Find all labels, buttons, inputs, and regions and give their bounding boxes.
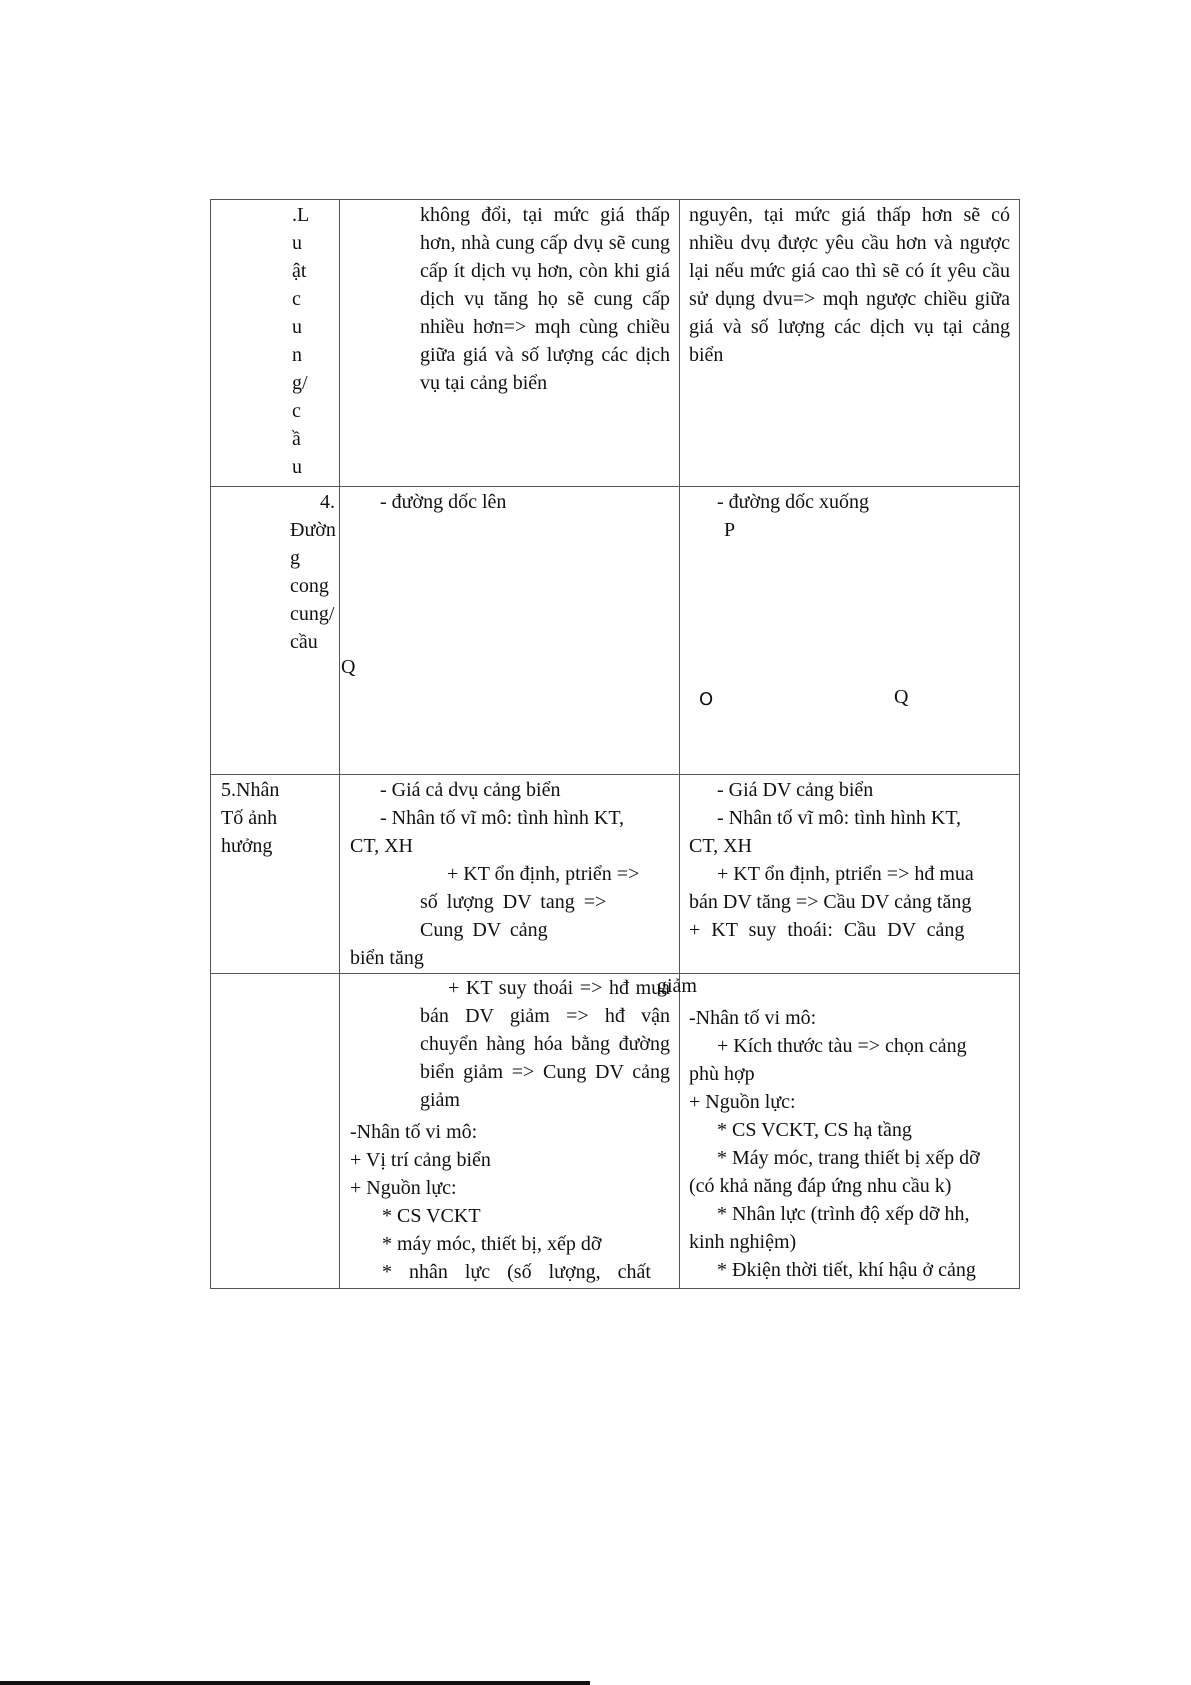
row4-demand	[689, 1004, 1015, 1284]
row3-demand-line: - Giá DV cảng biển	[717, 779, 874, 801]
row2-label-line: Đườn	[290, 519, 336, 541]
row3-demand	[689, 776, 1015, 944]
row4-supply	[350, 1118, 678, 1286]
row4-demand-line: + Nguồn lực:	[689, 1091, 796, 1113]
row4-supply-line: * máy móc, thiết bị, xếp dỡ	[382, 1233, 602, 1255]
row1-label-char: c	[292, 288, 301, 310]
row3-label-line: 5.Nhân	[221, 779, 280, 801]
table-border-right	[1019, 199, 1020, 1289]
row3-demand-line: + KT suy thoái: Cầu DV cảng	[689, 919, 965, 941]
row3-demand-line: + KT ổn định, ptriển => hđ mua	[717, 863, 974, 885]
row1-label	[292, 201, 338, 481]
row4-demand-line: phù hợp	[689, 1063, 755, 1085]
row2-label-line: cung/	[290, 603, 335, 625]
row1-label-char: ật	[292, 260, 307, 282]
row1-label-char: .L	[292, 204, 310, 226]
row2-label-line: cầu	[290, 631, 318, 653]
row4-demand-line: * Máy móc, trang thiết bị xếp dỡ	[717, 1147, 980, 1169]
table-border-left	[210, 199, 211, 1289]
row2-label	[290, 488, 340, 656]
row1-demand-text: nguyên, tại mức giá thấp hơn sẽ có nhiều dvụ được yêu cầu hơn và ngược lại nếu mức giá cao thì sẽ có ít yêu cầu sử dụng dvu=> mqh ngược chiều giữa giá và số lượng các dịch vụ tại cảng biển	[689, 204, 1010, 366]
demand-graph-axis-p: P	[724, 519, 736, 541]
row3-supply-line: biển tăng	[350, 947, 424, 969]
row3-demand-line: - Nhân tố vĩ mô: tình hình KT,	[717, 807, 962, 829]
row3-supply-line: số lượng DV tang =>	[420, 891, 607, 913]
row3-supply-line: - Giá cả dvụ cảng biển	[380, 779, 561, 801]
demand-graph-axis-q: Q	[894, 686, 909, 708]
table-border-top	[210, 199, 1020, 200]
row4-demand-line: * CS VCKT, CS hạ tầng	[717, 1119, 912, 1141]
row2-label-line: cong	[290, 575, 329, 597]
row2-label-line: 4.	[320, 491, 335, 513]
row3-supply-line: + KT ổn định, ptriển =>	[447, 863, 640, 885]
row4-demand-line: kinh nghiệm)	[689, 1231, 797, 1253]
row4-demand-line: + Kích thước tàu => chọn cảng	[717, 1035, 967, 1057]
row1-label-char: u	[292, 456, 302, 478]
row3-supply-line: CT, XH	[350, 835, 413, 857]
row3-label-line: hưởng	[221, 835, 273, 857]
row4-supply-line: -Nhân tố vi mô:	[350, 1121, 478, 1143]
row4-demand-line: (có khả năng đáp ứng nhu cầu k)	[689, 1175, 952, 1197]
row1-label-char: n	[292, 344, 302, 366]
row1-supply-text: không đổi, tại mức giá thấp hơn, nhà cung cấp dvụ sẽ cung cấp ít dịch vụ hơn, còn khi giá dịch vụ tăng họ sẽ cung cấp nhiều hơn=> mqh cùng chiều giữa giá và số lượng các dịch vụ tại cảng biển	[420, 204, 670, 394]
row3-label	[221, 776, 279, 860]
row4-supply-macro: + KT suy thoái => hđ mua bán DV giảm => hđ vận chuyển hàng hóa bằng đường biển giảm => Cung DV cảng giảm	[420, 977, 670, 1111]
row3-demand-line: bán DV tăng => Cầu DV cảng tăng	[689, 891, 972, 913]
row4-demand-line: * Đkiện thời tiết, khí hậu ở cảng	[717, 1259, 976, 1281]
row4-supply-line: * CS VCKT	[382, 1205, 481, 1227]
page-bottom-rule	[0, 1681, 590, 1685]
row3-demand-line: CT, XH	[689, 835, 752, 857]
row3-supply-line: Cung DV cảng	[420, 919, 548, 941]
row1-label-char: u	[292, 316, 302, 338]
row-divider-2	[210, 774, 1020, 775]
row2-label-line: g	[290, 547, 300, 569]
row1-label-char: ầ	[292, 428, 301, 450]
overflow-word-giam: giảm	[657, 975, 697, 997]
row1-label-char: u	[292, 232, 302, 254]
table-border-col2	[679, 199, 680, 1289]
row1-label-char: g/	[292, 372, 308, 394]
row2-supply-text: - đường dốc lên	[380, 491, 507, 513]
row-divider-1	[210, 486, 1020, 487]
comparison-table	[210, 199, 1020, 1289]
row4-demand-line: * Nhân lực (trình độ xếp dỡ hh,	[717, 1203, 970, 1225]
row4-demand-line: -Nhân tố vi mô:	[689, 1007, 817, 1029]
row3-supply-line: - Nhân tố vĩ mô: tình hình KT,	[380, 807, 625, 829]
row3-supply	[350, 776, 678, 972]
row4-supply-line: * nhân lực (số lượng, chất	[382, 1261, 651, 1283]
row2-demand-text: - đường dốc xuống	[717, 491, 869, 513]
supply-graph-axis-q: Q	[341, 656, 356, 678]
row4-supply-line: + Nguồn lực:	[350, 1177, 457, 1199]
demand-graph-origin: O	[699, 689, 714, 710]
row3-label-line: Tố ảnh	[221, 807, 278, 829]
table-border-bottom	[210, 1288, 1020, 1289]
table-border-col1	[339, 199, 340, 1289]
row1-label-char: c	[292, 400, 301, 422]
row4-supply-line: + Vị trí cảng biển	[350, 1149, 491, 1171]
